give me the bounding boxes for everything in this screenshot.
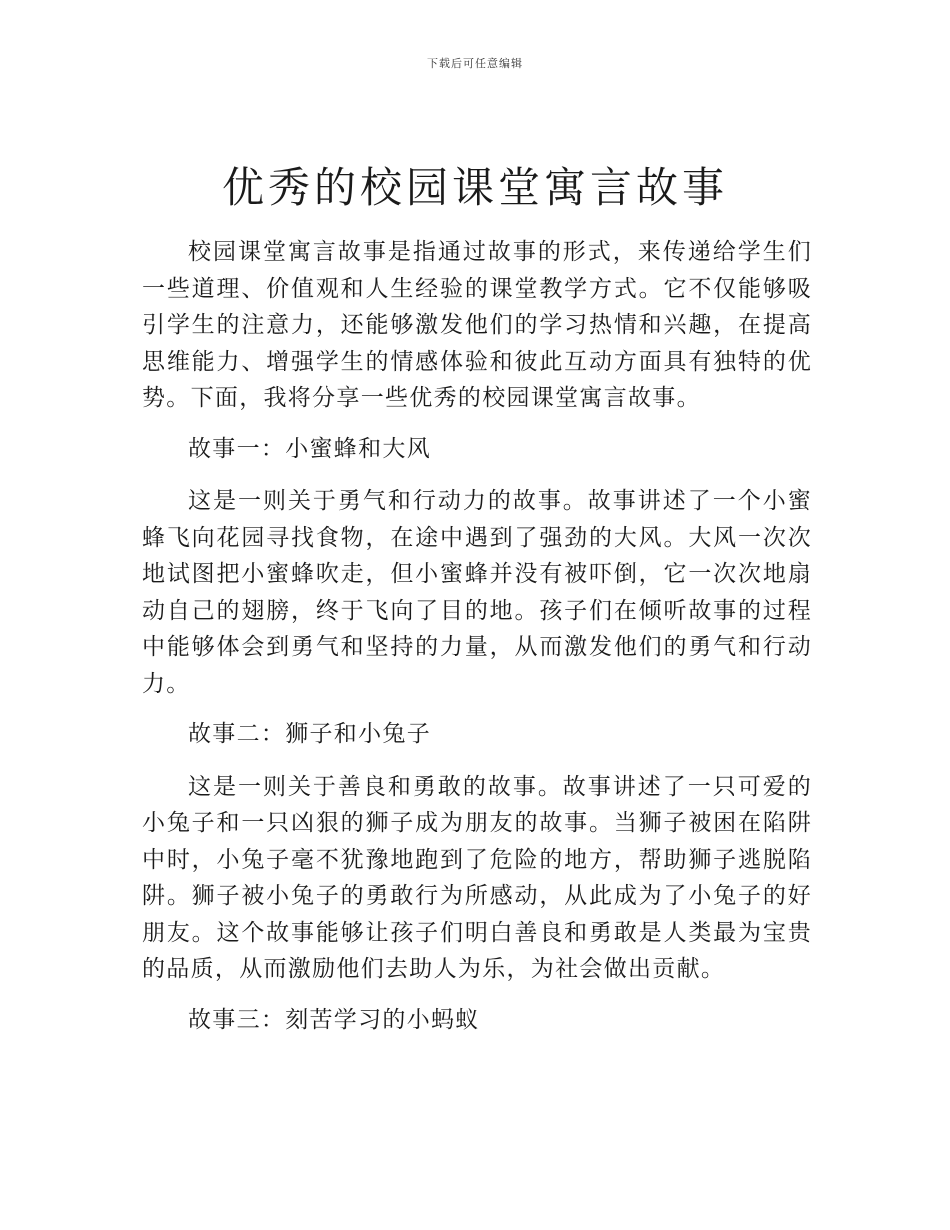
story-two-heading: 故事二：狮子和小兔子 [188, 721, 431, 747]
document-body [142, 234, 812, 1054]
story-one-paragraph: 这是一则关于勇气和行动力的故事。故事讲述了一个小蜜蜂飞向花园寻找食物，在途中遇到了强劲的大风。大风一次次地试图把小蜜蜂吹走，但小蜜蜂并没有被吓倒，它一次次地扇动自己的翅膀，终于飞向了目的地。孩子们在倾听故事的过程中能够体会到勇气和坚持的力量，从而激发他们的勇气和行动力。 [142, 488, 812, 697]
document-title: 优秀的校园课堂寓言故事 [221, 163, 728, 212]
header-note: 下载后可任意编辑 [427, 57, 523, 70]
story-two-paragraph: 这是一则关于善良和勇敢的故事。故事讲述了一只可爱的小兔子和一只凶狠的狮子成为朋友的故事。当狮子被困在陷阱中时，小兔子毫不犹豫地跑到了危险的地方，帮助狮子逃脱陷阱。狮子被小兔子的勇敢行为所感动，从此成为了小兔子的好朋友。这个故事能够让孩子们明白善良和勇敢是人类最为宝贵的品质，从而激励他们去助人为乐，为社会做出贡献。 [142, 773, 812, 982]
story-one-heading: 故事一：小蜜蜂和大风 [188, 435, 431, 462]
story-three-heading: 故事三：刻苦学习的小蚂蚁 [188, 1006, 480, 1033]
intro-paragraph: 校园课堂寓言故事是指通过故事的形式，来传递给学生们一些道理、价值观和人生经验的课堂教学方式。它不仅能够吸引学生的注意力，还能够激发他们的学习热情和兴趣，在提高思维能力、增强学生的情感体验和彼此互动方面具有独特的优势。下面，我将分享一些优秀的校园课堂寓言故事。 [142, 239, 812, 411]
